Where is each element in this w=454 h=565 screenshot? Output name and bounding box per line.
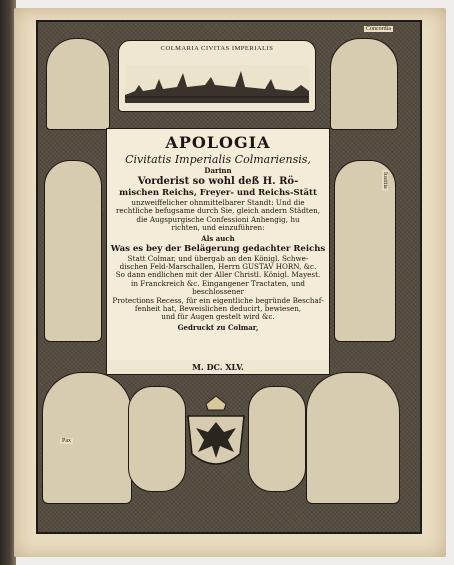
title-panel	[106, 128, 330, 362]
title-line: Was es bey der Belägerung gedachter Reichs	[110, 243, 326, 254]
imperial-eagle-crest	[180, 394, 252, 476]
title-line: So dann endlichen mit der Aller Christl. Königl. Mayest.	[115, 270, 321, 280]
title-line: Statt Colmar, und übergab an den Königl. Schwe-	[127, 253, 309, 263]
corner-label: Concordia	[366, 26, 391, 32]
title-line: mischen Reichs, Freyer- und Reichs-Stätt	[119, 188, 317, 198]
city-view-cartouche	[118, 40, 316, 112]
lower-left-label: Pax	[62, 438, 71, 444]
title-line: und für Augen gestelt wird &c.	[161, 312, 275, 322]
title-line: in Franckreich &c. Eingangener Tractaten, und beschlossener	[131, 278, 305, 297]
lion-right	[248, 386, 306, 492]
cartouche-label: COLMARIA CIVITAS IMPERIALIS	[160, 45, 274, 52]
title-line: richten, und einzuführen:	[171, 223, 265, 233]
seated-figure-lower-left	[42, 372, 132, 504]
title-line: Protections Recess, für ein eigentliche begründe Beschaf-	[112, 295, 324, 305]
title-line: unzweiffelicher ohnmittelbarer Standt: Und die	[131, 198, 305, 207]
armored-figure-left	[44, 160, 102, 342]
publication-date: M. DC. XLV.	[106, 360, 330, 375]
side-label: Iustitia	[382, 172, 388, 189]
title-apologia: APOLOGIA	[165, 133, 271, 152]
title-darinn: Darinn	[204, 166, 232, 175]
allegorical-figure-upper-left	[46, 38, 110, 130]
seated-figure-lower-right	[306, 372, 400, 504]
title-line: fenheit hat, Beweislichen deducirt, bewiesen,	[134, 304, 302, 314]
title-als-auch: Als auch	[201, 233, 235, 243]
title-line: rechtliche befugsame durch Sie, gleich andern Städten,	[115, 206, 320, 216]
title-line: die Augspurgische Confessioni Anhengig, hu	[136, 214, 300, 224]
title-line: Vorderist so wohl deß H. Rö-	[137, 176, 299, 187]
title-subtitle: Civitatis Imperialis Colmariensis,	[125, 153, 311, 166]
city-skyline-illustration	[125, 65, 309, 103]
lion-left	[128, 386, 186, 492]
allegorical-figure-upper-right	[330, 38, 398, 130]
title-line: dischen Feld-Marschallen, Herrn GUSTAV HORN, &c.	[119, 262, 317, 272]
title-imprint: Gedruckt zu Colmar,	[177, 322, 259, 332]
